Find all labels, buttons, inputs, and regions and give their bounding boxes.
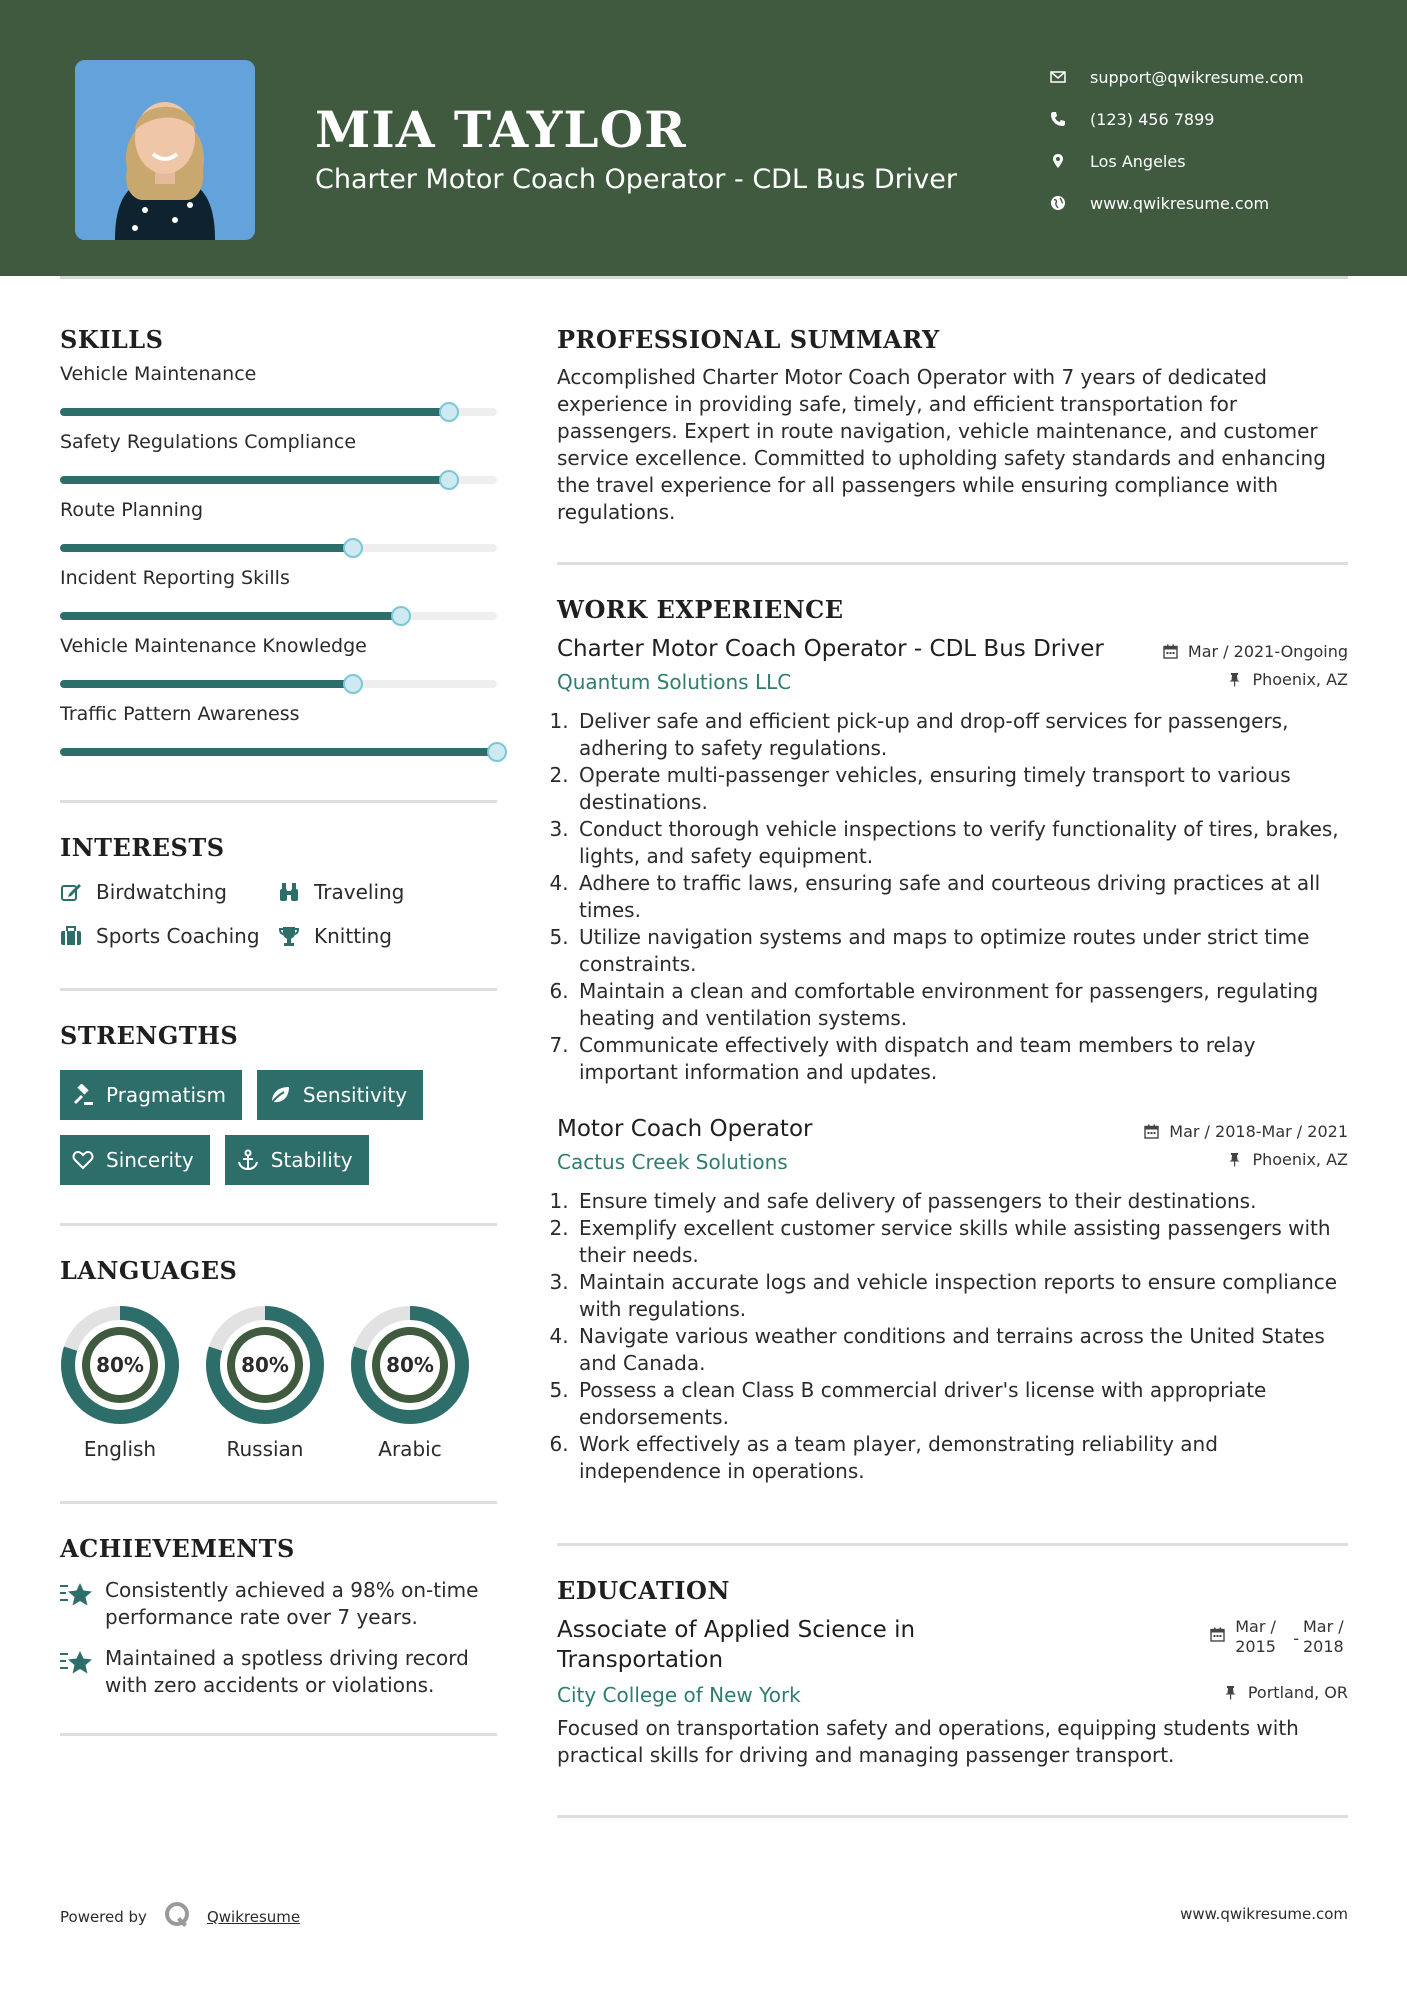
skill-bar [60, 612, 497, 620]
skill-name: Vehicle Maintenance [60, 363, 257, 385]
pushpin-icon [1227, 1152, 1242, 1167]
skill-bar-knob [439, 402, 459, 422]
experience-title: WORK EXPERIENCE [557, 595, 844, 624]
duty-item: 7. Communicate effectively with dispatch and team members to relay important information and updates. [575, 1032, 1348, 1086]
language-name: Arabic [378, 1437, 442, 1461]
anchor-icon [237, 1149, 271, 1171]
skills-list [60, 360, 497, 756]
languages-title: LANGUAGES [60, 1256, 238, 1285]
strength-chip [257, 1070, 423, 1120]
briefcase-icon [60, 925, 96, 947]
interests-list [60, 880, 497, 948]
interest-item [60, 880, 278, 904]
strengths-title: STRENGTHS [60, 1021, 239, 1050]
education-description: Focused on transportation safety and operations, equipping students with practical skills for driving and managing passenger transport. [557, 1716, 1299, 1767]
contact-website-text: www.qwikresume.com [1090, 193, 1270, 213]
contact-website[interactable] [1050, 182, 1370, 224]
job-location [1227, 670, 1348, 689]
duty-item: 2. Exemplify excellent customer service skills while assisting passengers with their needs. [575, 1215, 1348, 1269]
contact-email-text: support@qwikresume.com [1090, 67, 1304, 87]
achievements-list [60, 1577, 497, 1699]
section-divider [60, 1223, 497, 1226]
calendar-icon [1163, 644, 1178, 659]
degree-name: Associate of Applied Science in Transportation [557, 1617, 916, 1673]
education-dates [1210, 1615, 1348, 1657]
header-divider [60, 276, 1348, 279]
skill-name: Safety Regulations Compliance [60, 431, 357, 453]
skill-item [60, 564, 497, 620]
globe-icon [1050, 195, 1090, 211]
job-location-text: Phoenix, AZ [1252, 670, 1348, 689]
job-location [1227, 1150, 1348, 1169]
right-column [557, 320, 1348, 1818]
duty-item: 6. Maintain a clean and comfortable environment for passengers, regulating heating and ventilation systems. [575, 978, 1348, 1032]
job-role: Motor Coach Operator [557, 1116, 813, 1142]
contact-location [1050, 140, 1370, 182]
company-name: Quantum Solutions LLC [557, 670, 792, 694]
duty-item: 5. Utilize navigation systems and maps to optimize routes under strict time constraints. [575, 924, 1348, 978]
summary-text: Accomplished Charter Motor Coach Operator with 7 years of dedicated experience in providing safe, timely, and efficient transportation for passengers. Expert in route navigation, vehicle maintenance, and customer service excellence. Committed to upholding safety standards and enhancing the travel experience for all passengers while ensuring compliance with regulations. [557, 365, 1326, 524]
skill-item [60, 700, 497, 756]
language-ring [60, 1305, 180, 1425]
candidate-title: Charter Motor Coach Operator - CDL Bus Driver [315, 164, 957, 195]
skill-item [60, 496, 497, 552]
skill-bar [60, 680, 497, 688]
languages-list [60, 1305, 497, 1461]
summary-title: PROFESSIONAL SUMMARY [557, 325, 940, 354]
candidate-name: MIA TAYLOR [315, 100, 687, 159]
job-role: Charter Motor Coach Operator - CDL Bus Driver [557, 636, 1104, 662]
education-start: Mar / 2015 [1235, 1617, 1276, 1656]
skills-title: SKILLS [60, 325, 164, 354]
job-duties [557, 708, 1348, 1086]
company-name: Cactus Creek Solutions [557, 1150, 788, 1174]
leaf-icon [269, 1084, 303, 1106]
language-percent: 80% [386, 1353, 434, 1377]
interest-item [278, 924, 497, 948]
achievement-item [60, 1645, 497, 1699]
duty-item: 4. Adhere to traffic laws, ensuring safe and courteous driving practices at all times. [575, 870, 1348, 924]
star-list-icon [60, 1645, 105, 1699]
skill-name: Vehicle Maintenance Knowledge [60, 635, 367, 657]
language-percent: 80% [96, 1353, 144, 1377]
skill-bar-knob [439, 470, 459, 490]
language-ring [350, 1305, 470, 1425]
section-divider [557, 562, 1348, 565]
skill-bar-knob [391, 606, 411, 626]
pushpin-icon [1227, 672, 1242, 687]
qwikresume-logo-icon [163, 1900, 193, 1934]
job-location-text: Phoenix, AZ [1252, 1150, 1348, 1169]
interest-label: Traveling [314, 880, 405, 904]
job-dates [1144, 1116, 1348, 1141]
job-dates-text: Mar / 2018-Mar / 2021 [1169, 1122, 1348, 1141]
skill-item [60, 360, 497, 416]
skill-bar [60, 544, 497, 552]
skill-bar-knob [343, 674, 363, 694]
duty-item: 3. Conduct thorough vehicle inspections to verify functionality of tires, brakes, lights, and safety equipment. [575, 816, 1348, 870]
strength-label: Stability [270, 1148, 353, 1172]
strength-label: Pragmatism [106, 1083, 226, 1107]
strength-label: Sincerity [106, 1148, 194, 1172]
duty-item: 6. Work effectively as a team player, demonstrating reliability and independence in operations. [575, 1431, 1348, 1485]
education-title: EDUCATION [557, 1576, 730, 1605]
calendar-icon [1210, 1627, 1225, 1642]
duty-item: 1. Deliver safe and efficient pick-up and drop-off services for passengers, adhering to safety regulations. [575, 708, 1348, 762]
footer-powered-by [60, 1900, 300, 1934]
job-dates [1163, 636, 1348, 661]
strength-chip [225, 1135, 369, 1185]
section-divider [60, 1733, 497, 1736]
contact-location-text: Los Angeles [1090, 151, 1186, 171]
footer-website[interactable]: www.qwikresume.com [1180, 1905, 1348, 1923]
duty-item: 5. Possess a clean Class B commercial driver's license with appropriate endorsements. [575, 1377, 1348, 1431]
gavel-icon [72, 1084, 106, 1106]
strengths-list [60, 1070, 497, 1185]
interests-title: INTERESTS [60, 833, 225, 862]
section-divider [557, 1815, 1348, 1818]
contact-phone[interactable] [1050, 98, 1370, 140]
contact-list [1050, 56, 1370, 224]
strength-chip [60, 1135, 210, 1185]
skill-name: Route Planning [60, 499, 204, 521]
language-item [350, 1305, 470, 1461]
resume-header [0, 0, 1407, 276]
section-divider [60, 1501, 497, 1504]
section-divider [60, 988, 497, 991]
skill-bar [60, 408, 497, 416]
heart-icon [72, 1149, 106, 1171]
language-item [205, 1305, 325, 1461]
map-pin-icon [1050, 153, 1090, 169]
star-list-icon [60, 1577, 105, 1631]
duty-item: 2. Operate multi-passenger vehicles, ensuring timely transport to various destinations. [575, 762, 1348, 816]
skill-name: Traffic Pattern Awareness [60, 703, 300, 725]
skill-item [60, 428, 497, 484]
job-dates-text: Mar / 2021-Ongoing [1187, 642, 1348, 661]
left-column [60, 320, 497, 1736]
phone-icon [1050, 111, 1090, 127]
pushpin-icon [1223, 1685, 1238, 1700]
edit-icon [60, 881, 96, 903]
envelope-icon [1050, 69, 1090, 85]
interest-item [278, 880, 497, 904]
language-item [60, 1305, 180, 1461]
interest-item [60, 924, 278, 948]
binoculars-icon [278, 881, 314, 903]
school-name: City College of New York [557, 1683, 801, 1707]
duty-item: 1. Ensure timely and safe delivery of passengers to their destinations. [575, 1188, 1348, 1215]
education-location [1223, 1683, 1348, 1702]
skill-bar [60, 476, 497, 484]
skill-bar-knob [343, 538, 363, 558]
education-entry [557, 1615, 1348, 1769]
language-percent: 80% [241, 1353, 289, 1377]
interest-label: Sports Coaching [96, 924, 260, 948]
skill-item [60, 632, 497, 688]
language-name: English [83, 1437, 157, 1461]
education-end: Mar / 2018 [1303, 1617, 1344, 1656]
skill-name: Incident Reporting Skills [60, 567, 290, 589]
powered-by-text: Powered by [60, 1908, 147, 1926]
skill-bar [60, 748, 497, 756]
profile-photo [75, 60, 255, 240]
interest-label: Birdwatching [96, 880, 227, 904]
strength-chip [60, 1070, 242, 1120]
job-entry [557, 636, 1348, 1086]
achievements-title: ACHIEVEMENTS [60, 1534, 295, 1563]
section-divider [557, 1543, 1348, 1546]
skill-bar-knob [487, 742, 507, 762]
strength-label: Sensitivity [302, 1083, 408, 1107]
qwikresume-link[interactable]: Qwikresume [206, 1908, 301, 1926]
contact-email[interactable] [1050, 56, 1370, 98]
interest-label: Knitting [314, 924, 392, 948]
job-entry [557, 1116, 1348, 1485]
language-ring [205, 1305, 325, 1425]
trophy-icon [278, 925, 314, 947]
education-location-text: Portland, OR [1247, 1683, 1348, 1702]
education-dash: - [1293, 1629, 1299, 1648]
achievement-text: Consistently achieved a 98% on-time performance rate over 7 years. [105, 1578, 479, 1629]
contact-phone-text: (123) 456 7899 [1090, 109, 1215, 129]
calendar-icon [1144, 1124, 1159, 1139]
achievement-item [60, 1577, 497, 1631]
duty-item: 3. Maintain accurate logs and vehicle inspection reports to ensure compliance with regulations. [575, 1269, 1348, 1323]
language-name: Russian [226, 1437, 304, 1461]
duty-item: 4. Navigate various weather conditions and terrains across the United States and Canada. [575, 1323, 1348, 1377]
section-divider [60, 800, 497, 803]
achievement-text: Maintained a spotless driving record with zero accidents or violations. [105, 1646, 469, 1697]
job-duties [557, 1188, 1348, 1485]
